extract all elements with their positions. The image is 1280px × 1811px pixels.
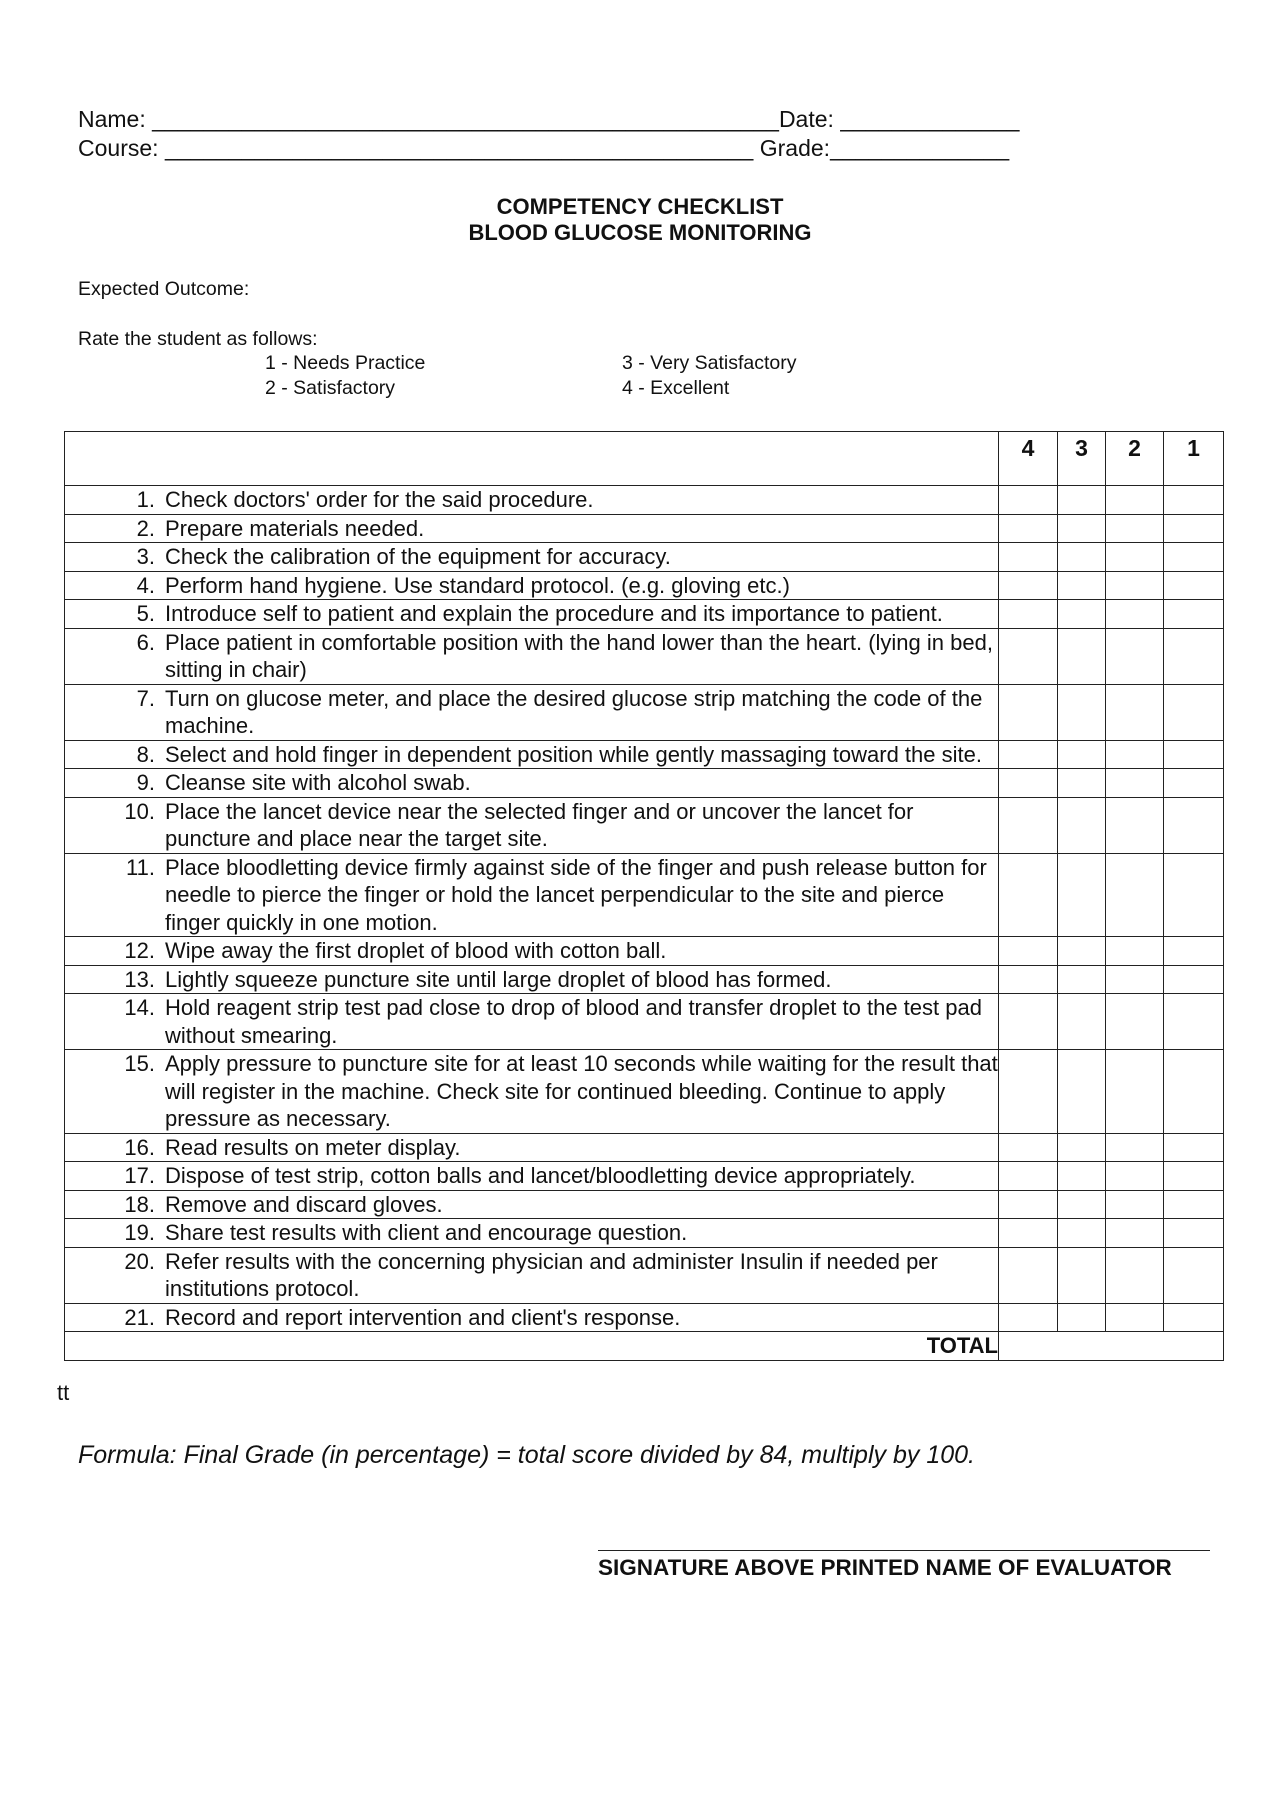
step-number: 19. xyxy=(124,1220,155,1245)
step-content xyxy=(65,741,998,769)
score-cell-2[interactable] xyxy=(1106,628,1164,684)
score-cell-2[interactable] xyxy=(1106,600,1164,629)
score-cell-1[interactable] xyxy=(1164,965,1224,994)
step-number: 9. xyxy=(136,770,155,795)
step-number: 12. xyxy=(124,938,155,963)
step-text: Read results on meter display. xyxy=(165,1134,461,1160)
score-cell-3[interactable] xyxy=(1058,1247,1106,1303)
score-cell-4[interactable] xyxy=(999,1050,1058,1134)
step-number: 20. xyxy=(124,1248,155,1274)
score-cell-2[interactable] xyxy=(1106,486,1164,515)
step-cell xyxy=(65,1247,999,1303)
course-grade-line xyxy=(78,135,1009,162)
name-label: Name: xyxy=(78,106,153,132)
step-text: Apply pressure to puncture site for at least 10 seconds while waiting for the result that will register in the machine. Check site for continued bleeding. Continue to apply pressure as necessary. xyxy=(165,1051,998,1131)
step-number: 3. xyxy=(136,544,155,569)
step-text: Share test results with client and encourage question. xyxy=(165,1220,688,1245)
page-subtitle: BLOOD GLUCOSE MONITORING xyxy=(468,220,812,245)
step-cell xyxy=(65,543,999,572)
total-row xyxy=(65,1332,1224,1361)
score-cell-1[interactable] xyxy=(1164,600,1224,629)
score-cell-1[interactable] xyxy=(1164,1190,1224,1219)
score-cell-4[interactable] xyxy=(999,1162,1058,1191)
total-score-cell[interactable] xyxy=(999,1332,1224,1361)
score-cell-4[interactable] xyxy=(999,486,1058,515)
score-cell-1[interactable] xyxy=(1164,853,1224,937)
score-cell-4[interactable] xyxy=(999,937,1058,966)
step-number: 15. xyxy=(124,1051,155,1076)
step-text: Cleanse site with alcohol swab. xyxy=(165,770,471,795)
score-cell-2[interactable] xyxy=(1106,740,1164,769)
step-text: Remove and discard gloves. xyxy=(165,1191,443,1217)
step-cell xyxy=(65,769,999,798)
step-cell xyxy=(65,853,999,937)
signature-label: SIGNATURE ABOVE PRINTED NAME OF EVALUATOR xyxy=(598,1555,1172,1580)
step-text: Refer results with the concerning physician and administer Insulin if needed per institutions protocol. xyxy=(165,1248,938,1301)
step-number: 4. xyxy=(136,572,155,598)
score-cell-2[interactable] xyxy=(1106,571,1164,600)
step-cell xyxy=(65,1219,999,1248)
course-blank[interactable]: ______________________________________________ xyxy=(164,135,754,161)
step-text: Wipe away the first droplet of blood with cotton ball. xyxy=(165,938,667,963)
step-row xyxy=(65,1219,1224,1248)
table-header-row xyxy=(65,432,1224,486)
score-cell-3[interactable] xyxy=(1058,1190,1106,1219)
step-row xyxy=(65,1190,1224,1219)
stray-mark: tt xyxy=(57,1380,70,1405)
step-cell xyxy=(65,514,999,543)
step-number: 6. xyxy=(136,629,155,655)
step-row xyxy=(65,514,1224,543)
total-label: TOTAL xyxy=(65,1332,999,1361)
score-cell-4[interactable] xyxy=(999,684,1058,740)
score-cell-1[interactable] xyxy=(1164,937,1224,966)
score-cell-3[interactable] xyxy=(1058,853,1106,937)
step-content xyxy=(65,486,998,514)
course-label: Course: xyxy=(78,135,165,161)
step-text: Perform hand hygiene. Use standard protocol. (e.g. gloving etc.) xyxy=(165,572,790,598)
score-cell-1[interactable] xyxy=(1164,1050,1224,1134)
score-cell-3[interactable] xyxy=(1058,797,1106,853)
step-text: Dispose of test strip, cotton balls and lancet/bloodletting device appropriately. xyxy=(165,1163,916,1188)
step-cell xyxy=(65,740,999,769)
step-content xyxy=(65,1162,998,1190)
grade-blank[interactable]: ______________ xyxy=(830,135,1010,161)
step-cell xyxy=(65,486,999,515)
score-cell-1[interactable] xyxy=(1164,543,1224,572)
score-header-3: 3 xyxy=(1058,432,1106,486)
step-number: 8. xyxy=(136,741,155,767)
step-content xyxy=(65,994,998,1049)
step-content xyxy=(65,1050,998,1133)
step-text: Select and hold finger in dependent position while gently massaging toward the site. xyxy=(165,741,982,767)
score-cell-1[interactable] xyxy=(1164,628,1224,684)
step-cell xyxy=(65,994,999,1050)
step-row xyxy=(65,1133,1224,1162)
score-cell-1[interactable] xyxy=(1164,769,1224,798)
score-cell-1[interactable] xyxy=(1164,684,1224,740)
page-title: COMPETENCY CHECKLIST xyxy=(496,194,784,219)
step-row xyxy=(65,600,1224,629)
score-cell-4[interactable] xyxy=(999,1190,1058,1219)
score-cell-3[interactable] xyxy=(1058,543,1106,572)
step-text: Prepare materials needed. xyxy=(165,515,425,541)
step-row xyxy=(65,571,1224,600)
name-blank[interactable]: _________________________________________________ xyxy=(152,106,779,132)
step-cell xyxy=(65,1162,999,1191)
score-cell-2[interactable] xyxy=(1106,514,1164,543)
rating-scale-1: 1 - Needs Practice xyxy=(265,352,426,374)
step-cell xyxy=(65,600,999,629)
step-row xyxy=(65,628,1224,684)
step-number: 10. xyxy=(124,798,155,824)
step-row xyxy=(65,937,1224,966)
step-content xyxy=(65,543,998,571)
step-number: 5. xyxy=(136,601,155,626)
score-cell-1[interactable] xyxy=(1164,1162,1224,1191)
step-content xyxy=(65,1191,998,1219)
step-cell xyxy=(65,1303,999,1332)
step-content xyxy=(65,1219,998,1247)
score-cell-4[interactable] xyxy=(999,628,1058,684)
step-row xyxy=(65,797,1224,853)
score-cell-3[interactable] xyxy=(1058,514,1106,543)
step-content xyxy=(65,1304,998,1332)
score-cell-2[interactable] xyxy=(1106,1050,1164,1134)
score-cell-4[interactable] xyxy=(999,965,1058,994)
score-cell-2[interactable] xyxy=(1106,965,1164,994)
step-cell xyxy=(65,628,999,684)
step-number: 18. xyxy=(124,1191,155,1217)
score-cell-2[interactable] xyxy=(1106,1219,1164,1248)
step-text: Lightly squeeze puncture site until large droplet of blood has formed. xyxy=(165,966,832,992)
competency-table xyxy=(64,431,1224,1361)
step-number: 1. xyxy=(136,487,155,512)
grade-label: Grade: xyxy=(753,135,831,161)
step-row xyxy=(65,1247,1224,1303)
step-content xyxy=(65,798,998,853)
score-cell-1[interactable] xyxy=(1164,1219,1224,1248)
step-number: 14. xyxy=(124,995,155,1020)
step-number: 21. xyxy=(124,1304,155,1330)
score-cell-2[interactable] xyxy=(1106,543,1164,572)
formula-note: Formula: Final Grade (in percentage) = total score divided by 84, multiply by 100. xyxy=(78,1441,975,1469)
score-header-4: 4 xyxy=(999,432,1058,486)
step-content xyxy=(65,937,998,965)
step-number: 16. xyxy=(124,1134,155,1160)
step-row xyxy=(65,769,1224,798)
step-cell xyxy=(65,1050,999,1134)
score-cell-4[interactable] xyxy=(999,571,1058,600)
score-cell-3[interactable] xyxy=(1058,1303,1106,1332)
score-cell-1[interactable] xyxy=(1164,514,1224,543)
score-cell-2[interactable] xyxy=(1106,937,1164,966)
score-cell-1[interactable] xyxy=(1164,486,1224,515)
name-date-line xyxy=(78,106,1019,133)
step-content xyxy=(65,572,998,600)
rating-scale-3: 3 - Very Satisfactory xyxy=(622,352,797,374)
score-cell-2[interactable] xyxy=(1106,994,1164,1050)
score-cell-4[interactable] xyxy=(999,1219,1058,1248)
score-cell-3[interactable] xyxy=(1058,486,1106,515)
score-cell-1[interactable] xyxy=(1164,1303,1224,1332)
step-content xyxy=(65,600,998,628)
score-cell-4[interactable] xyxy=(999,994,1058,1050)
score-cell-3[interactable] xyxy=(1058,1050,1106,1134)
score-cell-3[interactable] xyxy=(1058,1162,1106,1191)
step-cell xyxy=(65,1133,999,1162)
score-cell-2[interactable] xyxy=(1106,1133,1164,1162)
score-header-2: 2 xyxy=(1106,432,1164,486)
score-cell-3[interactable] xyxy=(1058,571,1106,600)
score-cell-2[interactable] xyxy=(1106,684,1164,740)
score-cell-2[interactable] xyxy=(1106,1162,1164,1191)
score-cell-3[interactable] xyxy=(1058,769,1106,798)
score-cell-3[interactable] xyxy=(1058,1133,1106,1162)
step-number: 11. xyxy=(126,854,155,880)
step-text: Record and report intervention and client's response. xyxy=(165,1304,681,1330)
score-cell-1[interactable] xyxy=(1164,1247,1224,1303)
step-content xyxy=(65,769,998,797)
step-content xyxy=(65,685,998,740)
step-content xyxy=(65,629,998,684)
step-cell xyxy=(65,797,999,853)
score-cell-2[interactable] xyxy=(1106,1303,1164,1332)
step-row xyxy=(65,853,1224,937)
step-row xyxy=(65,1050,1224,1134)
step-text: Check doctors' order for the said procedure. xyxy=(165,487,594,512)
signature-line[interactable] xyxy=(598,1550,1210,1551)
step-row xyxy=(65,486,1224,515)
rating-scale-2: 2 - Satisfactory xyxy=(265,377,396,399)
step-row xyxy=(65,1303,1224,1332)
step-text: Turn on glucose meter, and place the desired glucose strip matching the code of the machine. xyxy=(165,685,983,738)
step-number: 13. xyxy=(124,966,155,992)
rating-intro: Rate the student as follows: xyxy=(78,328,318,350)
score-cell-3[interactable] xyxy=(1058,994,1106,1050)
score-cell-3[interactable] xyxy=(1058,740,1106,769)
expected-outcome-label: Expected Outcome: xyxy=(78,278,250,300)
step-text: Check the calibration of the equipment for accuracy. xyxy=(165,544,671,569)
score-cell-4[interactable] xyxy=(999,543,1058,572)
score-cell-1[interactable] xyxy=(1164,1133,1224,1162)
score-cell-2[interactable] xyxy=(1106,1247,1164,1303)
step-content xyxy=(65,1248,998,1303)
date-label: Date: xyxy=(778,106,841,132)
score-cell-3[interactable] xyxy=(1058,600,1106,629)
score-cell-4[interactable] xyxy=(999,740,1058,769)
step-row xyxy=(65,543,1224,572)
score-cell-2[interactable] xyxy=(1106,769,1164,798)
score-cell-4[interactable] xyxy=(999,514,1058,543)
step-number: 7. xyxy=(136,685,155,711)
step-cell xyxy=(65,1190,999,1219)
step-row xyxy=(65,965,1224,994)
score-cell-4[interactable] xyxy=(999,853,1058,937)
step-row xyxy=(65,684,1224,740)
step-content xyxy=(65,966,998,994)
step-cell xyxy=(65,684,999,740)
step-content xyxy=(65,854,998,937)
score-cell-4[interactable] xyxy=(999,1247,1058,1303)
rating-scale-4: 4 - Excellent xyxy=(622,377,730,399)
step-content xyxy=(65,515,998,543)
score-cell-1[interactable] xyxy=(1164,571,1224,600)
step-number: 2. xyxy=(136,515,155,541)
header-blank-cell xyxy=(65,432,999,486)
score-cell-3[interactable] xyxy=(1058,1219,1106,1248)
step-row xyxy=(65,1162,1224,1191)
step-text: Place patient in comfortable position with the hand lower than the heart. (lying in bed, sitting in chair) xyxy=(165,629,993,682)
step-content xyxy=(65,1134,998,1162)
date-blank[interactable]: ______________ xyxy=(840,106,1020,132)
step-cell xyxy=(65,571,999,600)
step-row xyxy=(65,994,1224,1050)
score-cell-2[interactable] xyxy=(1106,797,1164,853)
score-cell-4[interactable] xyxy=(999,769,1058,798)
score-cell-3[interactable] xyxy=(1058,684,1106,740)
step-text: Hold reagent strip test pad close to drop of blood and transfer droplet to the test pad without smearing. xyxy=(165,995,982,1048)
score-cell-3[interactable] xyxy=(1058,937,1106,966)
score-cell-2[interactable] xyxy=(1106,853,1164,937)
score-header-1: 1 xyxy=(1164,432,1224,486)
step-cell xyxy=(65,937,999,966)
step-cell xyxy=(65,965,999,994)
score-cell-4[interactable] xyxy=(999,1303,1058,1332)
score-cell-1[interactable] xyxy=(1164,994,1224,1050)
score-cell-3[interactable] xyxy=(1058,628,1106,684)
score-cell-4[interactable] xyxy=(999,1133,1058,1162)
step-text: Introduce self to patient and explain the procedure and its importance to patient. xyxy=(165,601,943,626)
score-cell-1[interactable] xyxy=(1164,740,1224,769)
score-cell-2[interactable] xyxy=(1106,1190,1164,1219)
score-cell-3[interactable] xyxy=(1058,965,1106,994)
score-cell-4[interactable] xyxy=(999,600,1058,629)
step-number: 17. xyxy=(124,1163,155,1188)
score-cell-1[interactable] xyxy=(1164,797,1224,853)
step-row xyxy=(65,740,1224,769)
score-cell-4[interactable] xyxy=(999,797,1058,853)
step-text: Place the lancet device near the selected finger and or uncover the lancet for puncture and place near the target site. xyxy=(165,798,914,851)
step-text: Place bloodletting device firmly against side of the finger and push release button for needle to pierce the finger or hold the lancet perpendicular to the site and pierce finger quickly in one motion. xyxy=(165,854,987,935)
